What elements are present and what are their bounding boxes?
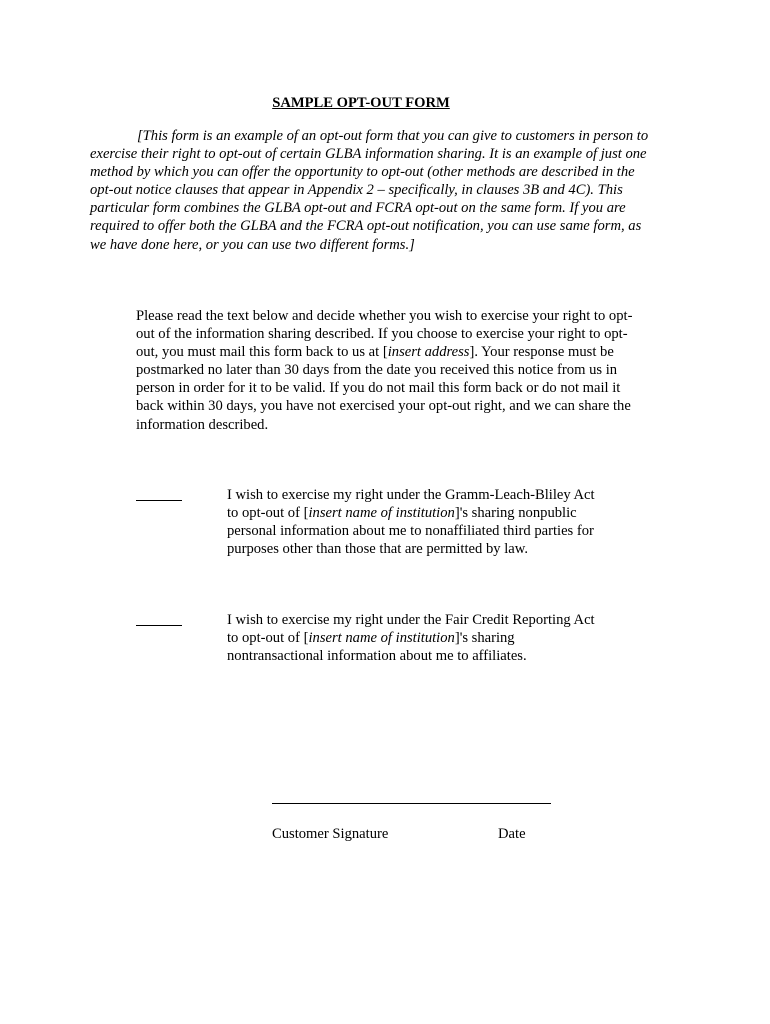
fcra-text-before: I wish to exercise my right under the Fair Credit Reporting Act to opt-out of [ bbox=[227, 612, 595, 647]
intro-paragraph: [This form is an example of an opt-out form that you can give to customers in person to exercise their right to opt-out of certain GLBA information sharing. It is an example of just one method by which you can offer the opportunity to opt-out (other methods are described in the opt-out notice clauses that appear in Appendix 2 – specifically, in clauses 3B and 4C). This particular form combines the GLBA opt-out and FCRA opt-out on the same form. If you are required to offer both the GLBA and the FCRA opt-out notification, you can use same form, as we have done here, or you can use two different forms.] bbox=[90, 128, 649, 253]
date-label: Date bbox=[498, 826, 526, 842]
glba-text-after: ]'s sharing nonpublic personal information about me to nonaffiliated third parties for purposes other than those that are permitted by law. bbox=[227, 505, 594, 558]
address-placeholder: insert address bbox=[387, 344, 470, 361]
glba-opt-out-checkbox-line[interactable] bbox=[136, 482, 182, 501]
instructions-text-1: Please read the text below and decide whether you wish to exercise your right to opt-out of the information sharing described. If you choose to exercise your right to opt-out, you must mail this form back to us at [ bbox=[136, 308, 633, 361]
instructions-paragraph bbox=[136, 307, 636, 434]
customer-signature-label: Customer Signature bbox=[272, 826, 389, 842]
form-title: SAMPLE OPT-OUT FORM bbox=[272, 95, 450, 111]
glba-opt-out-text bbox=[227, 486, 607, 558]
institution-placeholder: insert name of institution bbox=[308, 630, 455, 647]
glba-text-before: I wish to exercise my right under the Gramm-Leach-Bliley Act to opt-out of [ bbox=[227, 487, 595, 522]
signature-line[interactable] bbox=[272, 803, 551, 804]
fcra-opt-out-checkbox-line[interactable] bbox=[136, 607, 182, 626]
instructions-text-2: ]. Your response must be postmarked no later than 30 days from the date you received this notice from us in person in order for it to be valid. If you do not mail this form back or do not mail it back within 30 days, you have not exercised your opt-out right, and we can share the information described. bbox=[136, 344, 631, 433]
fcra-text-after: ]'s sharing nontransactional information about me to affiliates. bbox=[227, 630, 527, 665]
fcra-opt-out-text bbox=[227, 611, 607, 665]
institution-placeholder: insert name of institution bbox=[308, 505, 455, 522]
